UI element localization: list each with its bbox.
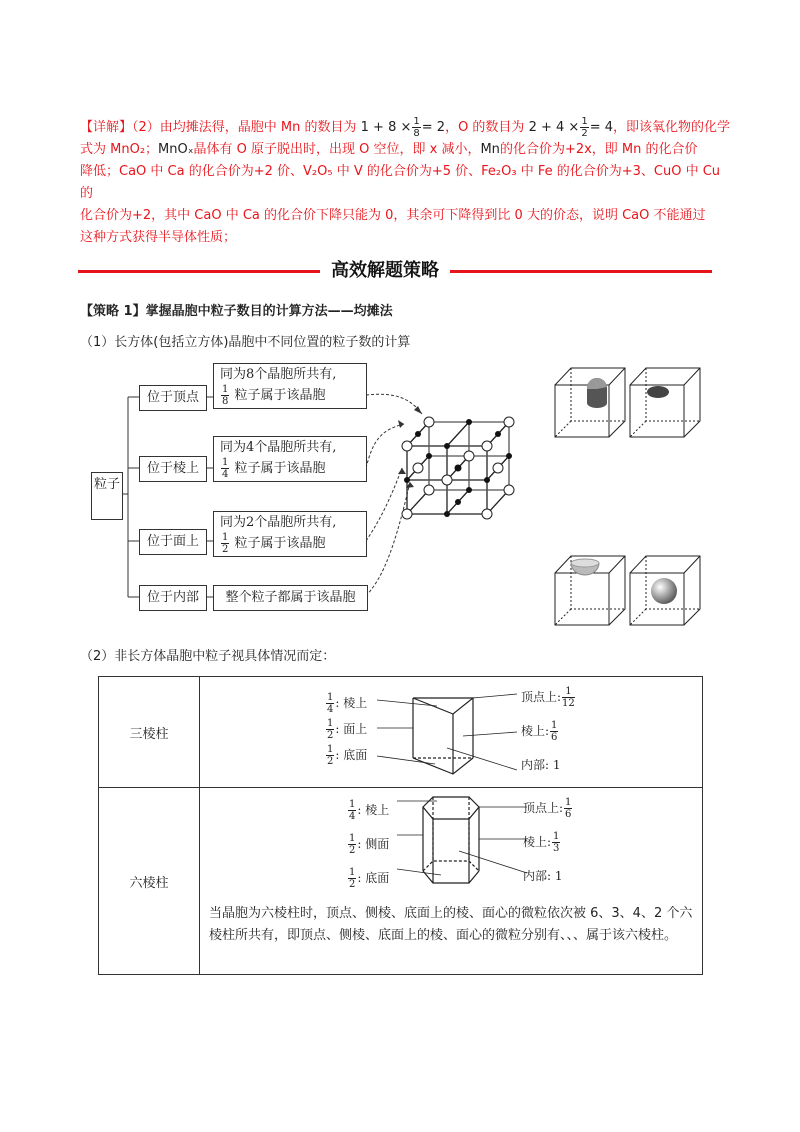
face-desc-box: 同为2个晶胞所共有, $\frac{1}{2}$ 粒子属于该晶胞 <box>213 511 367 557</box>
interior-desc-box: 整个粒子都属于该晶胞 <box>213 585 368 611</box>
position-edge-box: 位于棱上 <box>139 456 207 482</box>
cube-face-particle-illustration <box>553 553 633 628</box>
prism-name-triangular: 三棱柱 <box>99 677 200 788</box>
detail-line-5: 这种方式获得半导体性质； <box>80 230 237 245</box>
triangular-prism-cell <box>200 677 703 788</box>
subheading-2: （2）非长方体晶胞中粒子视具体情况而定： <box>80 649 336 664</box>
prism-table <box>98 676 703 975</box>
cube-vertex-particle-illustration <box>553 365 633 440</box>
cube-interior-particle-illustration <box>628 553 708 628</box>
triangular-right-labels: 顶点上: $\frac{1}{12}$ 棱上: $\frac{1}{6}$ 内部: 1 <box>521 686 575 772</box>
edge-desc-box: 同为4个晶胞所共有, $\frac{1}{4}$ 粒子属于该晶胞 <box>213 436 367 482</box>
mn-count-formula: 1 + 8 × $\frac{1}{8}$ = 2 <box>360 116 446 139</box>
hexagonal-left-labels: $\frac{1}{4}$ : 棱上 $\frac{1}{2}$ : 侧面 $\frac{1}{2}$ : 底面 <box>349 799 390 890</box>
cubic-lattice-illustration <box>395 408 525 523</box>
subheading-1: （1）长方体(包括立方体)晶胞中不同位置的粒子数的计算 <box>80 335 411 350</box>
hexagonal-prism-cell <box>200 788 703 975</box>
detail-line-2: 式为 MnO₂；MnOₓ晶体有 O 原子脱出时，出现 O 空位，即 x 减小，Mn的化合价为+2x，即 Mn 的化合价 <box>80 142 698 157</box>
particle-root-box: 粒子 <box>91 472 123 520</box>
triangular-left-labels: $\frac{1}{4}$ : 棱上 $\frac{1}{2}$ : 面上 $\frac{1}{2}$ : 底面 <box>327 692 368 767</box>
hexagonal-right-labels: 顶点上: $\frac{1}{6}$ 棱上: $\frac{1}{3}$ 内部: 1 <box>523 797 572 883</box>
position-face-box: 位于面上 <box>139 529 207 555</box>
o-count-formula: 2 + 4 × $\frac{1}{2}$ = 4 <box>528 116 613 139</box>
vertex-desc-box: 同为8个晶胞所共有, $\frac{1}{8}$ 粒子属于该晶胞 <box>213 363 367 409</box>
table-row-hexagonal-prism <box>99 788 703 975</box>
detail-line-3: 降低；CaO 中 Ca 的化合价为+2 价、V₂O₅ 中 V 的化合价为+5 价、Fe₂O₃ 中 Fe 的化合价为+3、CuO 中 Cu 的 <box>80 164 721 201</box>
detail-label: 【详解】 <box>80 120 133 135</box>
position-vertex-box: 位于顶点 <box>139 385 207 411</box>
cube-edge-particle-illustration <box>628 365 708 440</box>
strategy-title: 【策略 1】掌握晶胞中粒子数目的计算方法——均摊法 <box>80 304 393 319</box>
prism-name-hexagonal: 六棱柱 <box>99 788 200 975</box>
banner-title: 高效解题策略 <box>331 260 439 281</box>
detail-line-1: 【详解】（2）由均摊法得，晶胞中 Mn 的数目为 1 + 8 × $\frac{1}{8}$ = 2，O 的数目为 2 + 4 × $\frac{1}{2}$ = 4，即该氧化物的化学 <box>80 116 730 139</box>
triangular-prism-drawing <box>377 686 537 782</box>
table-row-triangular-prism <box>99 677 703 788</box>
hexagonal-note: 当晶胞为六棱柱时，顶点、侧棱、底面上的棱、面心的微粒依次被 6、3、4、2 个六棱柱所共有，即顶点、侧棱、底面上的棱、面心的微粒分别有、、、属于该六棱柱。 <box>209 906 693 943</box>
position-interior-box: 位于内部 <box>139 585 207 611</box>
detail-line-4: 化合价为+2，其中 CaO 中 Ca 的化合价下降只能为 0，其余可下降得到比 0 大的价态，说明 CaO 不能通过 <box>80 208 706 223</box>
